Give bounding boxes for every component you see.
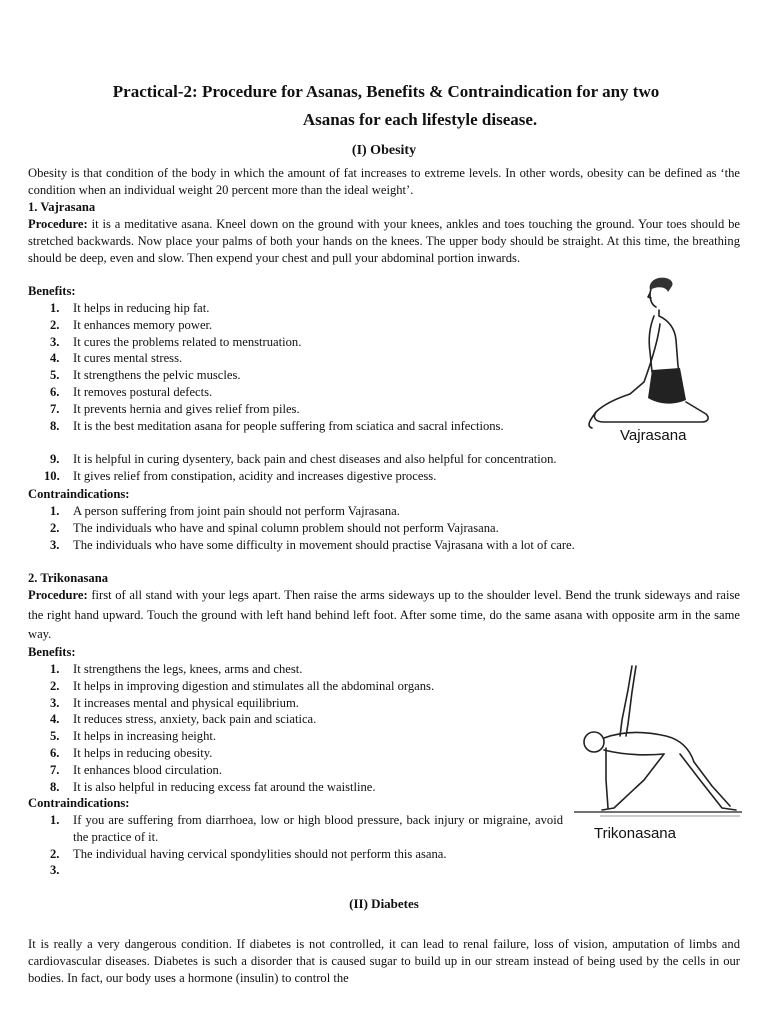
procedure-text: it is a meditative asana. Kneel down on the ground with your knees, ankles and toes touching the ground. Your toes should be stretched backwards. Now place your palms of both your hands on the knees. The upper body should be straight. At this time, the breathing should be deep, even and slow. Then expend your chest and pull your abdominal portion inwards. <box>28 217 741 265</box>
item-number: 1. <box>50 813 60 827</box>
vajrasana-caption: Vajrasana <box>620 427 687 444</box>
item-number: 3. <box>50 863 60 878</box>
list-item <box>28 317 588 334</box>
vajrasana-title: 1. Vajrasana <box>28 200 96 214</box>
list-item <box>28 745 568 762</box>
obesity-intro: Obesity is that condition of the body in which the amount of fat increases to extreme levels. In other words, obesity can be defined as ‘the condition when an individual weight 20 percent more than the ideal weight’. <box>28 166 740 197</box>
knee-line <box>589 412 596 428</box>
item-number: 2. <box>50 846 60 861</box>
torso-line <box>604 750 664 755</box>
item-number: 10. <box>44 468 60 483</box>
trikonasana-contra-list <box>28 812 563 879</box>
trikonasana-procedure <box>28 586 740 645</box>
hair-shape <box>650 278 673 292</box>
item-text: It helps in increasing height. <box>73 729 217 744</box>
vajrasana-contra-label: Contraindications: <box>28 487 130 501</box>
front-leg-line <box>602 754 664 810</box>
item-text: It reduces stress, anxiety, back pain and sciatica. <box>73 712 317 727</box>
list-item <box>28 520 740 537</box>
item-text: It is also helpful in reducing excess fat around the waistline. <box>73 779 376 794</box>
item-number: 1. <box>50 301 60 315</box>
procedure-label: Procedure: <box>28 588 88 602</box>
head-outline <box>584 732 604 752</box>
list-item <box>28 384 588 401</box>
lower-arm-line <box>606 748 608 808</box>
procedure-label: Procedure: <box>28 217 88 231</box>
list-item <box>28 451 740 468</box>
item-text: It enhances blood circulation. <box>73 762 222 777</box>
page-title-line-1: Practical-2: Procedure for Asanas, Benefits & Contraindication for any two <box>112 82 660 101</box>
vajrasana-procedure <box>28 216 740 266</box>
item-text: It gives relief from constipation, acidity and increases digestive process. <box>73 468 437 483</box>
item-number: 5. <box>50 729 60 744</box>
item-text: It cures the problems related to menstruation. <box>73 334 302 349</box>
list-item <box>28 695 568 712</box>
trikonasana-benefits-list <box>28 661 568 795</box>
vajrasana-figure <box>582 276 718 432</box>
page-title-line-2: Asanas for each lifestyle disease. <box>302 110 538 129</box>
trikonasana-caption: Trikonasana <box>594 825 676 842</box>
item-text: It enhances memory power. <box>73 317 213 332</box>
item-number: 3. <box>50 334 60 349</box>
item-text: It increases mental and physical equilibrium. <box>73 695 299 710</box>
item-number: 3. <box>50 537 60 552</box>
item-number: 7. <box>50 401 60 416</box>
item-number: 8. <box>50 779 60 794</box>
item-text: It is helpful in curing dysentery, back pain and chest diseases and also helpful for concentration. <box>73 452 557 466</box>
list-item <box>28 300 588 317</box>
list-item <box>28 537 740 554</box>
vajrasana-benefits-list-cont <box>28 451 740 485</box>
item-text: It helps in reducing hip fat. <box>73 301 210 315</box>
list-item <box>28 779 568 796</box>
trikonasana-figure <box>570 662 746 824</box>
list-item <box>28 661 568 678</box>
item-number: 9. <box>50 452 60 466</box>
list-item <box>28 678 568 695</box>
list-item <box>28 812 563 846</box>
item-number: 2. <box>50 520 60 535</box>
vajrasana-benefits-label: Benefits: <box>28 284 76 298</box>
list-item <box>28 503 740 520</box>
obesity-heading: (I) Obesity <box>351 143 417 158</box>
list-item <box>28 862 563 879</box>
item-text: It helps in reducing obesity. <box>73 745 213 760</box>
item-number: 8. <box>50 418 60 433</box>
back-leg-inner <box>694 762 730 806</box>
item-text: It removes postural defects. <box>73 384 213 399</box>
list-item <box>28 846 633 863</box>
item-text: It helps in improving digestion and stimulates all the abdominal organs. <box>73 678 435 693</box>
list-item <box>28 711 568 728</box>
item-text: It cures mental stress. <box>73 351 183 366</box>
vajrasana-benefits-list <box>28 300 588 434</box>
trikonasana-benefits-label: Benefits: <box>28 645 76 659</box>
item-text: It strengthens the pelvic muscles. <box>73 368 241 383</box>
item-number: 1. <box>50 504 60 518</box>
item-number: 3. <box>50 695 60 710</box>
item-number: 4. <box>50 712 60 727</box>
item-number: 4. <box>50 351 60 366</box>
trikonasana-title: 2. Trikonasana <box>28 571 109 585</box>
shorts-shape <box>648 368 686 404</box>
item-text: It prevents hernia and gives relief from piles. <box>73 401 300 416</box>
item-text: The individuals who have and spinal column problem should not perform Vajrasana. <box>73 520 499 535</box>
vajrasana-contra-list <box>28 503 740 553</box>
item-number: 2. <box>50 317 60 332</box>
list-item <box>28 728 568 745</box>
item-number: 2. <box>50 678 60 693</box>
list-item <box>28 367 588 384</box>
item-text: It is the best meditation asana for people suffering from sciatica and sacral infections. <box>73 418 504 433</box>
item-number: 7. <box>50 762 60 777</box>
back-line <box>604 732 694 762</box>
item-number: 6. <box>50 384 60 399</box>
list-item <box>28 468 740 485</box>
item-text: A person suffering from joint pain should not perform Vajrasana. <box>73 504 400 518</box>
item-text: If you are suffering from diarrhoea, low or high blood pressure, back injury or migraine, avoid the practice of it. <box>73 813 563 844</box>
list-item <box>28 762 568 779</box>
list-item <box>28 401 588 418</box>
list-item <box>28 334 588 351</box>
diabetes-intro: It is really a very dangerous condition. If diabetes is not controlled, it can lead to renal failure, loss of vision, amputation of limbs and cardiovascular diseases. Diabetes is such a disorder that is caused sugar to build up in our stream instead of being used by the cells in our bodies. In fact, our body uses a hormone (insulin) to control the <box>28 937 740 985</box>
item-text: The individuals who have some difficulty in movement should practise Vajrasana with a lot of care. <box>73 537 575 552</box>
diabetes-heading: (II) Diabetes <box>349 896 419 911</box>
item-text: It strengthens the legs, knees, arms and chest. <box>73 662 303 676</box>
list-item <box>28 350 588 367</box>
item-number: 6. <box>50 745 60 760</box>
item-text: The individual having cervical spondylities should not perform this asana. <box>73 846 447 861</box>
trikonasana-contra-label: Contraindications: <box>28 796 130 810</box>
procedure-text: first of all stand with your legs apart. Then raise the arms sideways up to the shoulder level. Bend the trunk sideways and raise the right hand upward. Touch the ground with left hand behind left foot. After some time, do the same asana with opposite arm in the same way. <box>28 588 740 641</box>
list-item <box>28 418 588 435</box>
item-number: 5. <box>50 368 60 383</box>
item-number: 1. <box>50 662 60 676</box>
